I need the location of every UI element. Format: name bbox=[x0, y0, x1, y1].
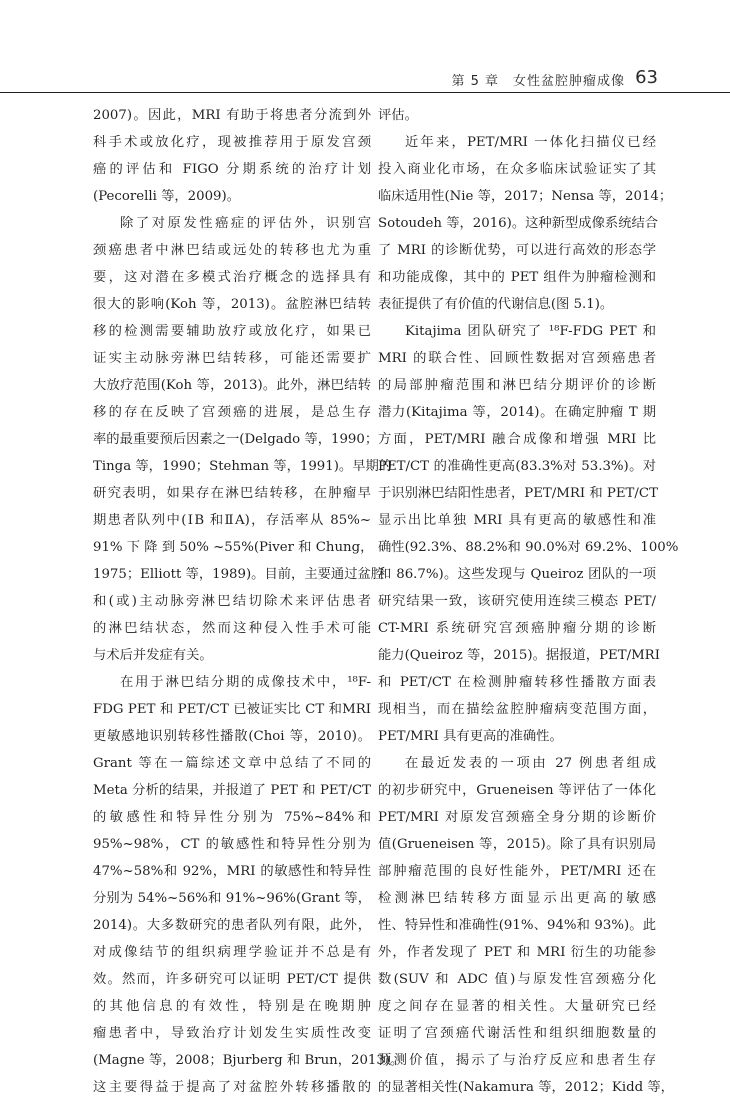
text-line: 于识别淋巴结阳性患者，PET/MRI 和 PET/CT bbox=[378, 486, 658, 501]
text-line: 的局部肿瘤范围和淋巴结分期评价的诊断 bbox=[378, 378, 656, 393]
text-line: Grant 等在一篇综述文章中总结了不同的 bbox=[93, 756, 371, 771]
text-line: 和 PET/CT 在检测肿瘤转移性播散方面表 bbox=[378, 675, 656, 690]
text-line: CT-MRI 系统研究宫颈癌肿瘤分期的诊断 bbox=[378, 621, 656, 636]
text-line: 显示出比单独 MRI 具有更高的敏感性和准 bbox=[378, 513, 656, 528]
text-line: 率的最重要预后因素之一(Delgado 等，1990； bbox=[93, 432, 379, 447]
text-line: 很大的影响(Koh 等，2013)。盆腔淋巴结转 bbox=[93, 297, 371, 312]
text-line: 在用于淋巴结分期的成像技术中，¹⁸F- bbox=[120, 675, 371, 690]
text-line: PET/CT 的准确性更高(83.3%对 53.3%)。对 bbox=[378, 459, 656, 474]
text-line: 表征提供了有价值的代谢信息(图 5.1)。 bbox=[378, 297, 614, 312]
text-line: 部肿瘤范围的良好性能外，PET/MRI 还在 bbox=[378, 864, 656, 879]
text-line: 研究表明，如果存在淋巴结转移，在肿瘤早 bbox=[93, 486, 371, 501]
text-line: 证实主动脉旁淋巴结转移，可能还需要扩 bbox=[93, 351, 371, 366]
text-line: PET/MRI 对原发宫颈癌全身分期的诊断价 bbox=[378, 810, 656, 825]
text-line: 和(或)主动脉旁淋巴结切除术来评估患者 bbox=[93, 594, 371, 609]
text-line: PET/MRI 具有更高的准确性。 bbox=[378, 729, 563, 744]
text-line: (Pecorelli 等，2009)。 bbox=[93, 189, 240, 204]
text-line: 对成像结节的组织病理学验证并不总是有 bbox=[93, 945, 371, 960]
text-line: 研究结果一致，该研究使用连续三模态 PET/ bbox=[378, 594, 656, 609]
text-line: 评估。 bbox=[378, 108, 418, 123]
text-line: 投入商业化市场，在众多临床试验证实了其 bbox=[378, 162, 656, 177]
text-line: 外，作者发现了 PET 和 MRI 衍生的功能参 bbox=[378, 945, 656, 960]
text-line: 效。然而，许多研究可以证明 PET/CT 提供 bbox=[93, 972, 371, 987]
running-header bbox=[0, 64, 730, 93]
text-line: 1975；Elliott 等，1989)。目前，主要通过盆腔 bbox=[93, 567, 385, 582]
text-line: 的淋巴结状态，然而这种侵入性手术可能 bbox=[93, 621, 371, 636]
text-line: Sotoudeh 等，2016)。这种新型成像系统结合 bbox=[378, 216, 659, 231]
text-line: 性、特异性和准确性(91%、94%和 93%)。此 bbox=[378, 918, 656, 933]
text-line: 的显著相关性(Nakamura 等，2012；Kidd 等， bbox=[378, 1080, 674, 1095]
text-line: 潜力(Kitajima 等，2014)。在确定肿瘤 T 期 bbox=[378, 405, 656, 420]
text-line: 瘤患者中，导致治疗计划发生实质性改变 bbox=[93, 1026, 371, 1041]
text-line: 移的存在反映了宫颈癌的进展，是总生存 bbox=[93, 405, 371, 420]
text-line: 度之间存在显著的相关性。大量研究已经 bbox=[378, 999, 656, 1014]
page-number: 63 bbox=[635, 67, 658, 88]
right-text-column bbox=[378, 102, 679, 1101]
text-line: 2007)。因此，MRI 有助于将患者分流到外 bbox=[93, 108, 371, 123]
text-line: 方面，PET/MRI 融合成像和增强 MRI 比 bbox=[378, 432, 656, 447]
text-line: FDG PET 和 PET/CT 已被证实比 CT 和MRI bbox=[93, 702, 371, 717]
text-line: 与术后并发症有关。 bbox=[93, 648, 213, 663]
text-line: 证明了宫颈癌代谢活性和组织细胞数量的 bbox=[378, 1026, 656, 1041]
text-line: 除了对原发性癌症的评估外，识别宫 bbox=[120, 216, 371, 231]
text-line: 确性(92.3%、88.2%和 90.0%对 69.2%、100% bbox=[378, 540, 679, 555]
text-line: 大放疗范围(Koh 等，2013)。此外，淋巴结转 bbox=[93, 378, 371, 393]
text-line: 移的检测需要辅助放疗或放化疗，如果已 bbox=[93, 324, 371, 339]
text-line: 了 MRI 的诊断优势，可以进行高效的形态学 bbox=[378, 243, 656, 258]
text-line: 癌的评估和 FIGO 分期系统的治疗计划 bbox=[93, 162, 371, 177]
text-line: 要，这对潜在多模式治疗概念的选择具有 bbox=[93, 270, 371, 285]
text-line: 期患者队列中(ⅠB 和ⅡA)，存活率从 85%~ bbox=[93, 513, 371, 528]
text-line: 在最近发表的一项由 27 例患者组成 bbox=[405, 756, 656, 771]
text-line: 近年来，PET/MRI 一体化扫描仪已经 bbox=[405, 135, 656, 150]
text-line: Meta 分析的结果，并报道了 PET 和 PET/CT bbox=[93, 783, 371, 798]
text-line: 和 86.7%)。这些发现与 Queiroz 团队的一项 bbox=[378, 567, 656, 582]
text-line: 的初步研究中，Grueneisen 等评估了一体化 bbox=[378, 783, 656, 798]
left-text-column bbox=[93, 102, 404, 1101]
text-line: 91% 下 降 到 50% ~55%(Piver 和 Chung， bbox=[93, 540, 374, 555]
text-line: 颈癌患者中淋巴结或远处的转移也尤为重 bbox=[93, 243, 371, 258]
text-line: 分别为 54%~56%和 91%~96%(Grant 等， bbox=[93, 891, 371, 906]
text-line: (Magne 等，2008；Bjurberg 和 Brun，2013)。 bbox=[93, 1053, 404, 1068]
text-line: Tinga 等，1990；Stehman 等，1991)。早期的 bbox=[93, 459, 393, 474]
text-line: 更敏感地识别转移性播散(Choi 等，2010)。 bbox=[93, 729, 371, 744]
text-line: 值(Grueneisen 等，2015)。除了具有识别局 bbox=[378, 837, 656, 852]
text-line: 能力(Queiroz 等，2015)。据报道，PET/MRI bbox=[378, 648, 660, 663]
text-line: 预测价值，揭示了与治疗反应和患者生存 bbox=[378, 1053, 656, 1068]
text-line: 2014)。大多数研究的患者队列有限，此外， bbox=[93, 918, 371, 933]
text-line: Kitajima 团队研究了 ¹⁸F-FDG PET 和 bbox=[405, 324, 656, 339]
text-line: 科手术或放化疗，现被推荐用于原发宫颈 bbox=[93, 135, 371, 150]
text-line: 现相当，而在描绘盆腔肿瘤病变范围方面， bbox=[378, 702, 656, 717]
text-line: 临床适用性(Nie 等，2017；Nensa 等，2014； bbox=[378, 189, 673, 204]
text-line: 这主要得益于提高了对盆腔外转移播散的 bbox=[93, 1080, 371, 1095]
text-line: 的其他信息的有效性，特别是在晚期肿 bbox=[93, 999, 371, 1014]
text-line: 数(SUV 和 ADC 值)与原发性宫颈癌分化 bbox=[378, 972, 656, 987]
text-line: 的敏感性和特异性分别为 75%~84%和 bbox=[93, 810, 371, 825]
text-line: 和功能成像，其中的 PET 组件为肿瘤检测和 bbox=[378, 270, 656, 285]
chapter-running-head: 第 5 章 女性盆腔肿瘤成像 bbox=[451, 74, 625, 89]
text-line: 95%~98%，CT 的敏感性和特异性分别为 bbox=[93, 837, 371, 852]
text-line: MRI 的联合性、回顾性数据对宫颈癌患者 bbox=[378, 351, 656, 366]
text-line: 47%~58%和 92%，MRI 的敏感性和特异性 bbox=[93, 864, 371, 879]
text-line: 检测淋巴结转移方面显示出更高的敏感 bbox=[378, 891, 656, 906]
